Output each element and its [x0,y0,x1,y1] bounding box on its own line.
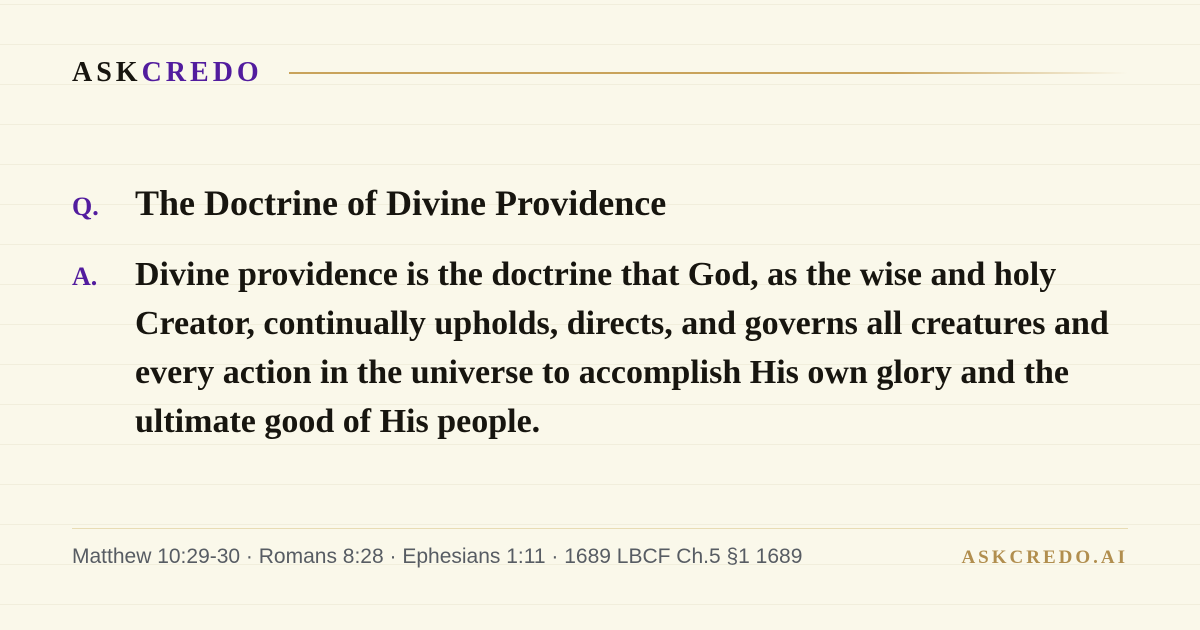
gold-rule [289,72,1128,74]
footer-divider [72,528,1128,529]
brand-label: ASKCREDO.AI [961,547,1128,568]
answer-marker: A. [72,262,98,291]
header [0,0,1200,88]
footer [72,528,1128,569]
qa-body [0,182,1200,446]
answer-text: Divine providence is the doctrine that God, as the wise and holy Creator, continually upholds, directs, and governs all creatures and every action in the universe to accomplish His own glory and the ultimate good of His people. [135,256,1109,440]
logo-credo: CREDO [141,57,263,88]
question-marker: Q. [72,192,99,221]
answer-row [72,250,1128,446]
footer-row [72,545,1128,569]
question-row [72,182,1128,224]
askcredo-logo [72,58,263,88]
question-title: The Doctrine of Divine Providence [135,183,667,223]
scripture-references: Matthew 10:29-30 · Romans 8:28 · Ephesians 1:11 · 1689 LBCF Ch.5 §1 1689 [72,545,803,568]
logo-ask: ASK [72,57,142,88]
